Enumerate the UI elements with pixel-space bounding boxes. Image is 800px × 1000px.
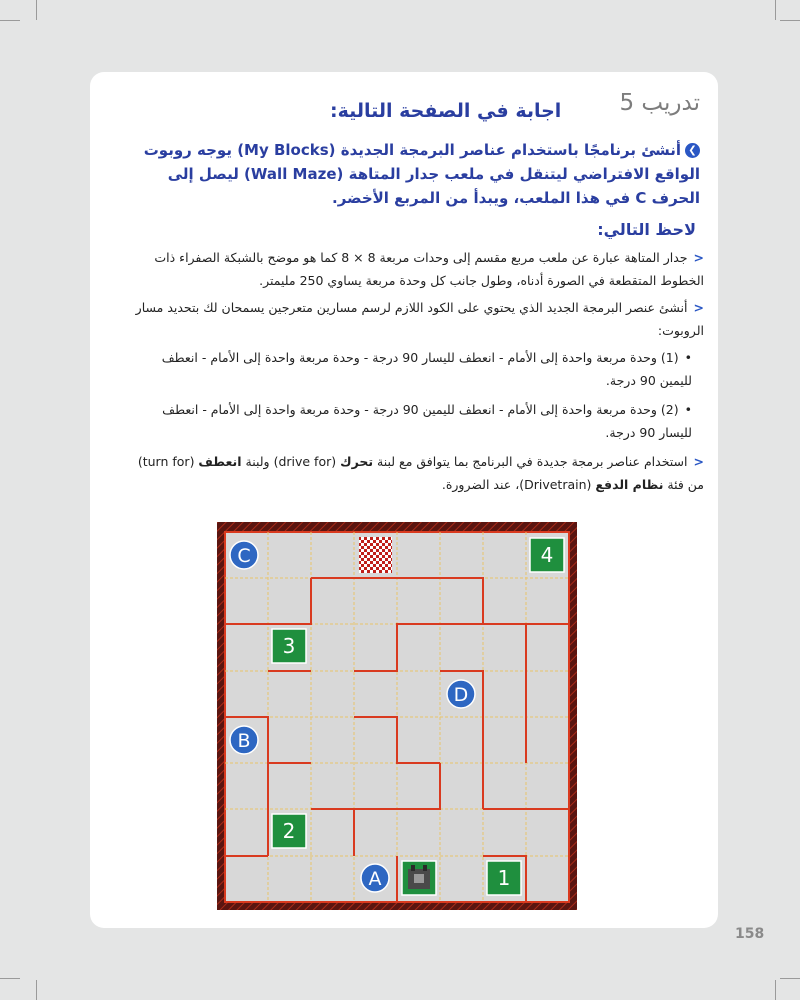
note-item: <أنشئ عنصر البرمجة الجديد الذي يحتوي على الكود اللازم لرسم مسارين متعرجين يسمحان لك بتحديد مسار الروبوت: bbox=[135, 300, 704, 338]
crop-mark bbox=[0, 978, 20, 979]
bullet-icon: • bbox=[684, 402, 692, 417]
green-square-2 bbox=[272, 814, 306, 848]
crop-mark bbox=[36, 980, 37, 1000]
letter-a-marker bbox=[361, 864, 389, 892]
robot-icon bbox=[402, 861, 436, 895]
crop-mark bbox=[775, 0, 776, 20]
notes-heading: لاحظ التالي: bbox=[597, 220, 696, 239]
sub-note-item: •(2) وحدة مربعة واحدة إلى الأمام - انعطف لليمين 90 درجة - وحدة مربعة واحدة إلى الأمام - انعطف لليسار 90 درجة. bbox=[162, 402, 692, 440]
notes-list bbox=[130, 246, 704, 500]
svg-text:3: 3 bbox=[282, 634, 296, 658]
exercise-card bbox=[90, 72, 718, 928]
task-text: أنشئ برنامجًا باستخدام عناصر البرمجة الجديدة (My Blocks) يوجه روبوت الواقع الافتراضي ليتنقل في ملعب جدار المتاهة (Wall Maze) ليصل إلى الحرف C في هذا الملعب، ويبدأ من المربع الأخضر. bbox=[143, 141, 700, 207]
note-item: <جدار المتاهة عبارة عن ملعب مربع مقسم إلى وحدات مربعة 8 × 8 كما هو موضح بالشبكة الصفراء ذات الخطوط المتقطعة في الصورة أدناه، وطول جانب كل وحدة مربعة يساوي 250 مليمتر. bbox=[154, 250, 704, 288]
crop-mark bbox=[0, 20, 20, 21]
crop-mark bbox=[775, 980, 776, 1000]
chevron-icon: < bbox=[693, 300, 704, 315]
svg-text:D: D bbox=[453, 684, 469, 706]
svg-text:2: 2 bbox=[282, 819, 296, 843]
exercise-title: تدريب 5 bbox=[619, 90, 700, 116]
green-square-4 bbox=[530, 538, 564, 572]
maze-svg bbox=[217, 522, 577, 910]
answer-note: اجابة في الصفحة التالية: bbox=[330, 100, 562, 122]
chevron-icon: < bbox=[693, 250, 704, 265]
note-item: <استخدام عناصر برمجة جديدة في البرنامج بما يتوافق مع لبنة تحرك (drive for) ولبنة انعطف (turn for) من فئة نظام الدفع (Drivetrain)، عند الضرورة. bbox=[137, 454, 704, 492]
letter-c-marker bbox=[230, 541, 258, 569]
checkered-flag-icon bbox=[359, 537, 392, 573]
page-number: 158 bbox=[735, 926, 765, 942]
bullet-icon: • bbox=[684, 350, 692, 365]
task-statement bbox=[130, 138, 700, 210]
crop-mark bbox=[36, 0, 37, 20]
letter-b-marker bbox=[230, 726, 258, 754]
letter-d-marker bbox=[447, 680, 475, 708]
sub-note-item: •(1) وحدة مربعة واحدة إلى الأمام - انعطف لليسار 90 درجة - وحدة مربعة واحدة إلى الأمام - انعطف لليمين 90 درجة. bbox=[161, 350, 692, 388]
check-circle-icon: ❯ bbox=[685, 143, 700, 158]
svg-text:C: C bbox=[237, 545, 251, 567]
svg-text:1: 1 bbox=[497, 866, 511, 890]
svg-text:4: 4 bbox=[540, 543, 554, 567]
green-square-1 bbox=[487, 861, 521, 895]
svg-text:B: B bbox=[237, 730, 251, 752]
wall-maze bbox=[217, 522, 577, 914]
green-square-3 bbox=[272, 629, 306, 663]
chevron-icon: < bbox=[693, 454, 704, 469]
svg-text:A: A bbox=[368, 868, 382, 890]
crop-mark bbox=[780, 978, 800, 979]
crop-mark bbox=[780, 20, 800, 21]
